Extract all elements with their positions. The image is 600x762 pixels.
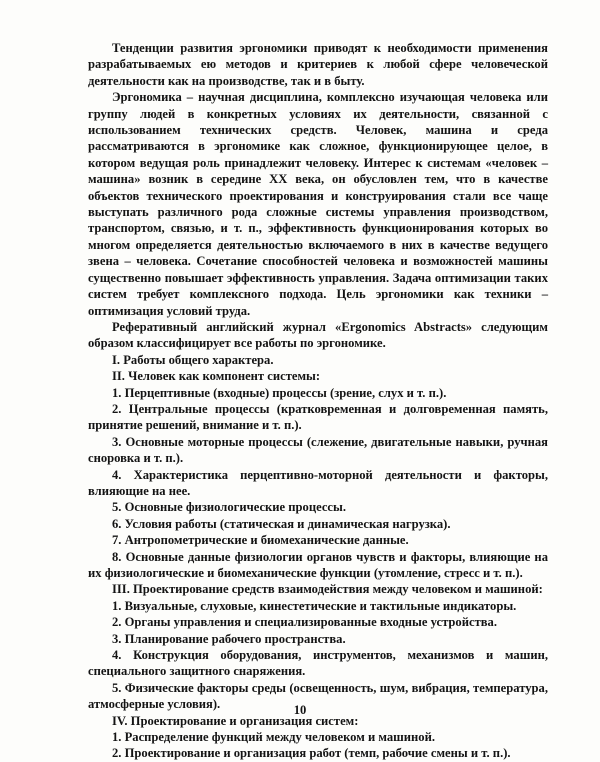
list-item: I. Работы общего характера. [112,352,274,367]
list-item: 4. Конструкция оборудования, инструментов, механизмов и машин, специального защитного снаряжения. [88,648,548,679]
list-item: III. Проектирование средств взаимодействия между человеком и машиной: [112,582,543,597]
paragraph-intro: Тенденции развития эргономики приводят к необходимости применения разрабатываемых ею методов и критериев к любой сфере человеческой деятельности как на производстве, так и в быту. [88,41,548,88]
list-item: 5. Основные физиологические процессы. [112,500,347,515]
list-item: II. Человек как компонент системы: [112,369,321,384]
list-item: 2. Органы управления и специализированные входные устройства. [112,615,498,630]
list-item: 2. Центральные процессы (кратковременная и долговременная память, принятие решений, внимание и т. п.). [88,401,548,433]
page-number: 10 [293,703,307,717]
list-item: 2. Проектирование и организация работ (темп, рабочие смены и т. п.). [112,746,511,761]
list-item: 8. Основные данные физиологии органов чувств и факторы, влияющие на их физиологические и биомеханические функции (утомление, стресс и т. п.). [88,549,548,580]
list-item: 4. Характеристика перцептивно-моторной деятельности и факторы, влияющие на нее. [88,467,548,498]
list-item: 7. Антропометрические и биомеханические данные. [112,533,409,548]
list-item: 3. Основные моторные процессы (слежение, двигательные навыки, ручная сноровка и т. п.). [88,434,548,466]
list-item: IV. Проектирование и организация систем: [112,713,359,728]
list-item: 5. Физические факторы среды (освещенность, шум, вибрация, температура, атмосферные условия). [88,680,548,712]
list-item: 3. Планирование рабочего пространства. [112,631,346,646]
page-body [88,40,548,762]
list-item: 1. Распределение функций между человеком и машиной. [112,730,436,745]
list-item: 6. Условия работы (статическая и динамическая нагрузка). [112,516,451,531]
list-item: 1. Визуальные, слуховые, кинестетические и тактильные индикаторы. [112,598,517,613]
paragraph-classification-intro: Реферативный английский журнал «Ergonomics Abstracts» следующим образом классифицирует все работы по эргономике. [88,319,548,351]
paragraph-definition: Эргономика – научная дисциплина, комплексно изучающая человека или группу людей в конкретных условиях их деятельности, связанной с использованием технических средств. Человек, машина и среда рассматриваются в эргономике как сложное, функционирующее целое, в котором ведущая роль принадлежит человеку. Интерес к системам «человек – машина» возник в середине XX века, он обусловлен тем, что в качестве объектов технического проектирования и конструирования стали все чаще выступать различного рода сложные системы управления производством, транспортом, связью, и т. п., эффективность функционирования которых во многом определяется деятельностью включаемого в них в качестве ведущего звена – человека. Сочетание способностей человека и возможностей машины существенно повышает эффективность управления. Задача оптимизации таких систем требует комплексного подхода. Цель эргономики как техники – оптимизация условий труда. [88,90,548,318]
list-item: 1. Перцептивные (входные) процессы (зрение, слух и т. п.). [112,385,447,400]
